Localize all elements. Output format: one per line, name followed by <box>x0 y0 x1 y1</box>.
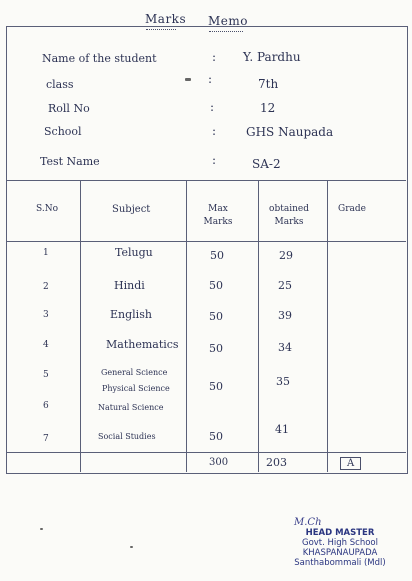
row3-sno: 3 <box>43 310 49 320</box>
roll-value: 12 <box>260 101 276 115</box>
test-name-label: Test Name <box>40 155 100 168</box>
scan-speck <box>40 528 43 530</box>
row5-max: 50 <box>209 380 223 393</box>
test-name-value: SA-2 <box>252 157 281 171</box>
scan-speck <box>130 546 133 548</box>
row1-obtained: 29 <box>279 249 293 262</box>
row5-subject-physical: Physical Science <box>102 384 170 393</box>
row1-sno: 1 <box>43 248 49 258</box>
total-max: 300 <box>209 457 229 468</box>
roll-colon: : <box>210 100 215 114</box>
row4-sno: 4 <box>43 340 49 350</box>
header-max-marks: Max Marks <box>203 204 233 227</box>
row5-obtained: 35 <box>276 375 290 388</box>
header-grade: Grade <box>338 204 366 214</box>
row4-max: 50 <box>209 342 223 355</box>
roll-label: Roll No <box>48 102 90 115</box>
class-value: 7th <box>258 77 279 91</box>
headmaster-signature: M.Ch <box>294 517 322 528</box>
header-sno: S.No <box>36 204 58 214</box>
name-label: Name of the student <box>42 52 157 65</box>
row2-subject: Hindi <box>114 279 145 292</box>
name-value: Y. Pardhu <box>243 50 301 64</box>
name-colon: : <box>212 50 217 64</box>
row3-max: 50 <box>209 310 223 323</box>
row3-obtained: 39 <box>278 309 292 322</box>
row3-subject: English <box>110 308 152 321</box>
header-subject: Subject <box>112 204 151 215</box>
header-divider <box>6 241 406 242</box>
row5-subject: General Science <box>101 368 168 377</box>
row6-sno: 6 <box>43 401 49 411</box>
title-memo: Memo <box>208 14 248 28</box>
stamp-line-4: Santhabommali (Mdl) <box>294 558 386 568</box>
row1-max: 50 <box>210 249 224 262</box>
stamp-line-3: KHASPANAUPADA <box>302 548 378 558</box>
test-name-colon: : <box>212 153 217 167</box>
total-grade: A <box>340 457 361 470</box>
row4-subject: Mathematics <box>106 338 179 351</box>
row5-sno: 5 <box>43 370 49 380</box>
row7-sno: 7 <box>43 434 49 444</box>
memo-frame <box>6 26 408 474</box>
school-colon: : <box>212 124 217 138</box>
class-label: class <box>46 78 74 91</box>
row4-obtained: 34 <box>278 341 292 354</box>
stamp-line-1: HEAD MASTER <box>305 528 375 538</box>
row2-sno: 2 <box>43 282 49 292</box>
row6-subject: Natural Science <box>98 403 164 412</box>
header-obtained-marks: obtained Marks <box>269 204 309 227</box>
col-line-4 <box>327 180 328 472</box>
row7-subject: Social Studies <box>98 432 156 441</box>
headmaster-stamp <box>280 518 400 568</box>
col-line-2 <box>186 180 187 472</box>
info-divider <box>6 180 406 181</box>
school-value: GHS Naupada <box>246 125 334 139</box>
col-line-3 <box>258 180 259 472</box>
row2-obtained: 25 <box>278 279 292 292</box>
stamp-line-2: Govt. High School <box>301 538 378 548</box>
row7-obtained: 41 <box>275 423 289 436</box>
school-label: School <box>44 125 82 138</box>
row7-max: 50 <box>209 430 223 443</box>
scan-speck <box>185 78 191 81</box>
row2-max: 50 <box>209 279 223 292</box>
title-marks: Marks <box>145 12 187 26</box>
total-top-line <box>6 452 406 453</box>
total-obtained: 203 <box>266 456 287 469</box>
row1-subject: Telugu <box>115 246 153 259</box>
col-line-1 <box>80 180 81 472</box>
class-colon: : <box>208 72 213 86</box>
